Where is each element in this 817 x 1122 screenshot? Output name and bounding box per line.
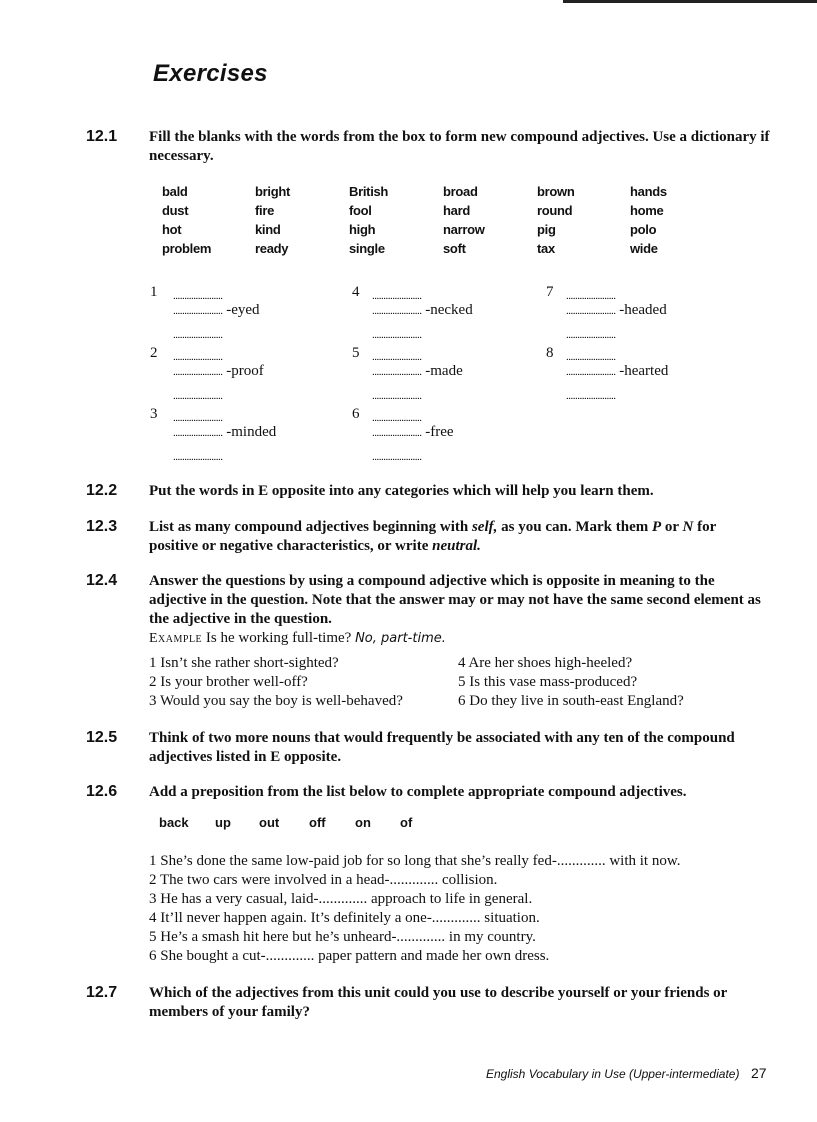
blank-line[interactable]: ...................... xyxy=(372,305,422,317)
question: 2 Is your brother well-off? xyxy=(149,674,308,690)
word-box-word: single xyxy=(349,241,385,256)
page-number: 27 xyxy=(751,1065,767,1081)
blank-line[interactable]: ...................... xyxy=(566,329,616,341)
word-box-word: polo xyxy=(630,222,657,237)
book-title-footer: English Vocabulary in Use (Upper-intermediate) xyxy=(486,1067,740,1081)
example-label: Example xyxy=(149,631,203,646)
instruction-emphasis: neutral. xyxy=(432,538,481,554)
question: 4 Are her shoes high-heeled? xyxy=(458,655,633,671)
sentence: 4 It’ll never happen again. It’s definitely a one-............. situation. xyxy=(149,910,540,926)
blank-line[interactable]: ...................... xyxy=(566,366,616,378)
exercise-instruction: Fill the blanks with the words from the box to form new compound adjectives. Use a dictionary if necessary. xyxy=(149,129,770,164)
blank-line[interactable]: ...................... xyxy=(173,412,223,424)
instruction-emphasis: P xyxy=(651,519,662,535)
word-box-word: British xyxy=(349,184,389,199)
suffix: -made xyxy=(425,363,463,379)
word-box-word: brown xyxy=(537,184,575,199)
word-box-word: broad xyxy=(443,184,478,199)
compound-item xyxy=(566,363,668,380)
blank-line[interactable]: ...................... xyxy=(173,290,223,302)
sentence: 5 He’s a smash hit here but he’s unheard-............. in my country. xyxy=(149,929,536,945)
preposition: off xyxy=(309,815,326,830)
blank-line[interactable]: ...................... xyxy=(173,351,223,363)
question: 1 Isn’t she rather short-sighted? xyxy=(149,655,339,671)
blank-line[interactable]: ...................... xyxy=(372,390,422,402)
item-number: 7 xyxy=(546,284,554,300)
instruction-emphasis: self, xyxy=(471,519,498,535)
blank-line[interactable]: ...................... xyxy=(173,366,223,378)
item-number: 3 xyxy=(150,406,158,422)
blank-line[interactable]: ...................... xyxy=(372,329,422,341)
word-box-word: soft xyxy=(443,241,466,256)
compound-item xyxy=(566,302,667,319)
sentence: 2 The two cars were involved in a head-............. collision. xyxy=(149,872,498,888)
blank-line[interactable]: ...................... xyxy=(372,427,422,439)
suffix: -minded xyxy=(226,424,277,440)
exercise-number: 12.3 xyxy=(86,518,118,535)
word-box-word: kind xyxy=(255,222,281,237)
instruction-emphasis: N xyxy=(682,519,694,535)
item-number: 2 xyxy=(150,345,158,361)
word-box-word: problem xyxy=(162,241,212,256)
word-box-word: wide xyxy=(630,241,658,256)
blank-line[interactable]: ...................... xyxy=(372,366,422,378)
question: 5 Is this vase mass-produced? xyxy=(458,674,638,690)
sentence: 3 He has a very casual, laid-............. approach to life in general. xyxy=(149,891,533,907)
item-number: 6 xyxy=(352,406,360,422)
exercise-number: 12.4 xyxy=(86,572,118,589)
suffix: -proof xyxy=(226,363,264,379)
item-number: 4 xyxy=(352,284,360,300)
example-question: Is he working full-time? xyxy=(205,630,352,646)
exercise-number: 12.1 xyxy=(86,128,118,145)
top-rule xyxy=(563,0,817,3)
word-box-word: ready xyxy=(255,241,289,256)
word-box-word: hot xyxy=(162,222,182,237)
word-box-word: bald xyxy=(162,184,188,199)
word-box-word: narrow xyxy=(443,222,485,237)
exercise-number: 12.5 xyxy=(86,729,118,746)
example-line xyxy=(149,630,446,647)
blank-line[interactable]: ...................... xyxy=(372,412,422,424)
sentence: 6 She bought a cut-............. paper pattern and made her own dress. xyxy=(149,948,550,964)
word-box-word: round xyxy=(537,203,573,218)
word-box-word: tax xyxy=(537,241,555,256)
compound-item xyxy=(173,424,276,441)
compound-item xyxy=(372,302,473,319)
blank-line[interactable]: ...................... xyxy=(173,305,223,317)
item-number: 5 xyxy=(352,345,360,361)
blank-line[interactable]: ...................... xyxy=(173,451,223,463)
exercise-number: 12.2 xyxy=(86,482,118,499)
exercise-instruction: Answer the questions by using a compound adjective which is opposite in meaning to the adjective in the question. Note that the answer may or may not have the same second element as the adjective in the question. xyxy=(149,573,761,627)
blank-line[interactable]: ...................... xyxy=(173,390,223,402)
compound-item xyxy=(372,424,454,441)
question: 3 Would you say the boy is well-behaved? xyxy=(149,693,403,709)
suffix: -eyed xyxy=(226,302,260,318)
blank-line[interactable]: ...................... xyxy=(372,290,422,302)
blank-line[interactable]: ...................... xyxy=(372,351,422,363)
blank-line[interactable]: ...................... xyxy=(566,351,616,363)
blank-line[interactable]: ...................... xyxy=(173,329,223,341)
instruction-text: for positive or negative characteristics, or write xyxy=(149,519,717,554)
example-handwritten-answer: No, part-time. xyxy=(355,631,446,646)
suffix: -free xyxy=(425,424,454,440)
blank-line[interactable]: ...................... xyxy=(372,451,422,463)
sentence: 1 She’s done the same low-paid job for so long that she’s really fed-............. with it now. xyxy=(149,853,681,869)
item-number: 8 xyxy=(546,345,554,361)
exercise-instruction: Put the words in E opposite into any categories which will help you learn them. xyxy=(149,483,654,499)
blank-line[interactable]: ...................... xyxy=(566,290,616,302)
exercise-instruction xyxy=(149,518,764,556)
blank-line[interactable]: ...................... xyxy=(566,390,616,402)
suffix: -headed xyxy=(619,302,667,318)
compound-item xyxy=(173,363,264,380)
exercise-instruction: Think of two more nouns that would frequently be associated with any ten of the compound adjectives listed in E opposite. xyxy=(149,730,735,765)
blank-line[interactable]: ...................... xyxy=(173,427,223,439)
suffix: -necked xyxy=(425,302,473,318)
exercise-number: 12.6 xyxy=(86,783,118,800)
word-box-word: home xyxy=(630,203,664,218)
word-box-word: hard xyxy=(443,203,470,218)
word-box-word: pig xyxy=(537,222,556,237)
compound-item xyxy=(173,302,260,319)
preposition: up xyxy=(215,815,231,830)
preposition: on xyxy=(355,815,371,830)
exercise-number: 12.7 xyxy=(86,984,118,1001)
word-box-word: bright xyxy=(255,184,291,199)
instruction-text: List as many compound adjectives beginning with xyxy=(149,519,472,535)
blank-line[interactable]: ...................... xyxy=(566,305,616,317)
suffix: -hearted xyxy=(619,363,669,379)
word-box-word: fool xyxy=(349,203,372,218)
word-box-word: dust xyxy=(162,203,189,218)
question: 6 Do they live in south-east England? xyxy=(458,693,684,709)
exercise-instruction: Add a preposition from the list below to complete appropriate compound adjectives. xyxy=(149,784,687,800)
preposition: back xyxy=(159,815,189,830)
instruction-text: or xyxy=(661,519,683,535)
word-box-word: fire xyxy=(255,203,275,218)
preposition: of xyxy=(400,815,413,830)
word-box-word: hands xyxy=(630,184,667,199)
instruction-text: as you can. Mark them xyxy=(497,519,652,535)
exercise-instruction: Which of the adjectives from this unit could you use to describe yourself or your friends or members of your family? xyxy=(149,985,728,1020)
compound-item xyxy=(372,363,463,380)
item-number: 1 xyxy=(150,284,158,300)
preposition: out xyxy=(259,815,280,830)
page-title: Exercises xyxy=(153,60,268,87)
word-box-word: high xyxy=(349,222,376,237)
